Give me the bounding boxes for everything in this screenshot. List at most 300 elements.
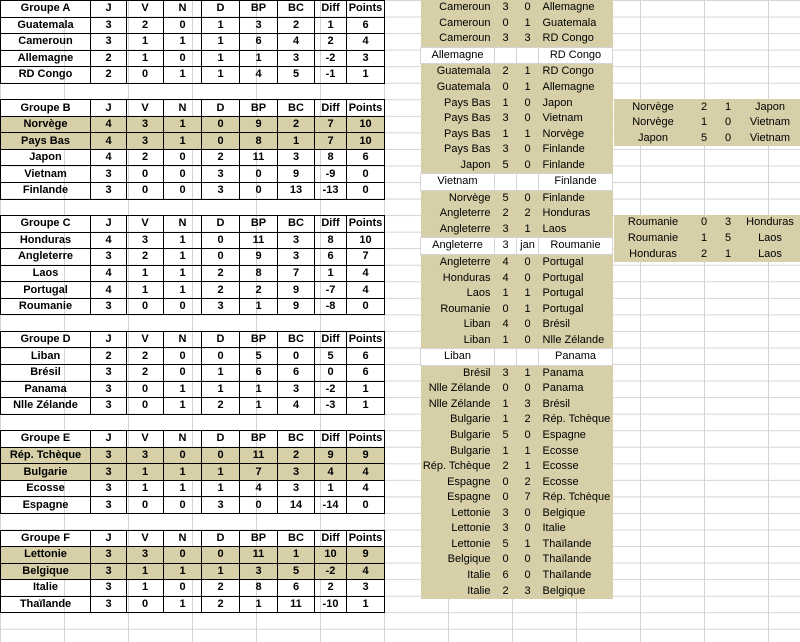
stat-cell: 1 (240, 596, 278, 613)
stat-cell: 8 (240, 580, 278, 597)
stat-cell: 10 (347, 116, 385, 133)
stat-cell: 0 (347, 298, 385, 315)
away-score: 0 (517, 111, 539, 127)
stat-cell: 7 (315, 133, 347, 150)
column-header: J (91, 1, 127, 18)
away-score: 0 (517, 142, 539, 158)
stat-cell: 2 (127, 149, 164, 166)
stat-cell: -3 (315, 398, 347, 415)
away-score: 1 (517, 286, 539, 302)
stat-cell: 3 (127, 232, 164, 249)
stat-cell: 1 (164, 34, 202, 51)
away-team: Laos (740, 231, 800, 247)
stat-cell: 8 (315, 232, 347, 249)
home-team: Norvège (614, 115, 692, 131)
column-header: N (164, 1, 202, 18)
stat-cell: 11 (240, 149, 278, 166)
team-row (1, 381, 385, 398)
stat-cell: 1 (347, 596, 385, 613)
stat-cell: -7 (315, 282, 347, 299)
away-score: 3 (517, 31, 539, 47)
home-team: Angleterre (421, 222, 495, 238)
stat-cell: 4 (91, 232, 127, 249)
away-team: Laos (740, 246, 800, 262)
away-team: Nlle Zélande (539, 332, 613, 348)
stat-cell: 3 (240, 563, 278, 580)
group-name: Groupe C (1, 216, 91, 233)
home-team: Bulgarie (421, 443, 495, 459)
group-name: Groupe B (1, 100, 91, 117)
column-header: BP (240, 1, 278, 18)
stat-cell: 8 (315, 149, 347, 166)
away-team: Brésil (539, 317, 613, 333)
match-row (421, 238, 613, 255)
stat-cell: 2 (91, 67, 127, 84)
team-name: Japon (1, 149, 91, 166)
stat-cell: 2 (127, 249, 164, 266)
stat-cell: 8 (240, 265, 278, 282)
away-team: Japon (740, 99, 800, 115)
home-team: Nlle Zélande (421, 381, 495, 397)
team-name: Vietnam (1, 166, 91, 183)
stat-cell: 0 (202, 547, 240, 564)
home-team: Angleterre (421, 206, 495, 222)
stat-cell: 0 (202, 232, 240, 249)
home-score: 0 (495, 16, 517, 32)
away-score: 1 (517, 537, 539, 553)
stat-cell: 1 (315, 265, 347, 282)
stat-cell: 4 (347, 265, 385, 282)
away-team: Panama (539, 349, 613, 366)
stat-cell: 0 (164, 547, 202, 564)
team-name: Panama (1, 381, 91, 398)
stat-cell: 2 (127, 17, 164, 34)
column-header: D (202, 216, 240, 233)
stat-cell: 5 (278, 563, 315, 580)
stat-cell: -13 (315, 183, 347, 200)
stat-cell: 1 (164, 67, 202, 84)
team-row (1, 232, 385, 249)
team-name: Laos (1, 265, 91, 282)
away-team: Panama (539, 365, 613, 381)
home-score: 3 (495, 365, 517, 381)
match-row (421, 349, 613, 366)
team-name: Espagne (1, 497, 91, 514)
home-score: 0 (495, 301, 517, 317)
column-header: N (164, 216, 202, 233)
column-header: BP (240, 431, 278, 448)
stat-cell: 4 (315, 464, 347, 481)
away-score: 5 (716, 231, 740, 247)
match-row (421, 412, 613, 428)
stat-cell: 0 (164, 348, 202, 365)
stat-cell: 0 (202, 116, 240, 133)
stat-cell: 0 (240, 166, 278, 183)
stat-cell: 11 (278, 596, 315, 613)
column-header: Diff (315, 100, 347, 117)
stat-cell: 7 (347, 249, 385, 266)
home-team: Angleterre (421, 254, 495, 270)
column-header: J (91, 216, 127, 233)
stat-cell: 3 (127, 116, 164, 133)
column-header: Points (347, 530, 385, 547)
stat-cell: 0 (127, 298, 164, 315)
stat-cell: 3 (278, 464, 315, 481)
away-team: Allemagne (539, 0, 613, 16)
team-row (1, 34, 385, 51)
match-row (421, 332, 613, 348)
away-team: Vietnam (740, 130, 800, 146)
home-score: 0 (692, 215, 716, 231)
home-team: Espagne (421, 490, 495, 506)
column-header: BP (240, 530, 278, 547)
home-team: Pays Bas (421, 142, 495, 158)
match-row (421, 31, 613, 47)
home-score: 2 (495, 583, 517, 599)
stat-cell: 0 (202, 348, 240, 365)
column-header: BP (240, 100, 278, 117)
home-score: 3 (495, 521, 517, 537)
away-team: Vietnam (539, 111, 613, 127)
match-row (421, 0, 613, 16)
team-row (1, 596, 385, 613)
home-score: 1 (495, 286, 517, 302)
stat-cell: 3 (91, 381, 127, 398)
away-team: Panama (539, 381, 613, 397)
team-name: Honduras (1, 232, 91, 249)
stat-cell: 4 (347, 480, 385, 497)
stat-cell: 1 (164, 381, 202, 398)
column-header: D (202, 431, 240, 448)
stat-cell: 1 (164, 563, 202, 580)
stat-cell: 4 (91, 149, 127, 166)
stat-cell: 0 (164, 365, 202, 382)
stat-cell: 9 (347, 547, 385, 564)
team-row (1, 464, 385, 481)
match-row (421, 126, 613, 142)
stat-cell: 6 (347, 348, 385, 365)
match-row (421, 397, 613, 413)
match-row (421, 583, 613, 599)
stat-cell: 2 (315, 34, 347, 51)
stat-cell: 1 (127, 480, 164, 497)
stat-cell: 10 (315, 547, 347, 564)
column-header: Diff (315, 431, 347, 448)
team-row (1, 398, 385, 415)
home-team: Guatemala (421, 80, 495, 96)
away-team: Norvège (539, 126, 613, 142)
stat-cell: 1 (202, 34, 240, 51)
stat-cell: 3 (278, 381, 315, 398)
stat-cell: 0 (278, 348, 315, 365)
team-name: Brésil (1, 365, 91, 382)
stat-cell: 5 (278, 67, 315, 84)
team-row (1, 133, 385, 150)
away-score: 1 (517, 80, 539, 96)
away-team: Laos (539, 222, 613, 238)
stat-cell: 3 (91, 365, 127, 382)
group-header-row (1, 216, 385, 233)
column-header: BC (278, 1, 315, 18)
stat-cell: 1 (127, 464, 164, 481)
match-row (614, 215, 800, 231)
stat-cell: 4 (91, 282, 127, 299)
stat-cell: 6 (240, 34, 278, 51)
away-score: 1 (517, 222, 539, 238)
stat-cell: -14 (315, 497, 347, 514)
stat-cell: 0 (164, 580, 202, 597)
stat-cell: 1 (127, 265, 164, 282)
home-team: Liban (421, 317, 495, 333)
stat-cell: 1 (164, 133, 202, 150)
stat-cell: 0 (164, 17, 202, 34)
home-team: Lettonie (421, 537, 495, 553)
match-row (421, 157, 613, 173)
team-name: RD Congo (1, 67, 91, 84)
match-row (421, 365, 613, 381)
stat-cell: 0 (164, 298, 202, 315)
home-score: 3 (495, 238, 517, 255)
column-header: J (91, 100, 127, 117)
stat-cell: 1 (315, 17, 347, 34)
home-score (495, 47, 517, 64)
home-team: Lettonie (421, 506, 495, 522)
away-score (517, 47, 539, 64)
stat-cell: 2 (202, 265, 240, 282)
home-score: 5 (495, 537, 517, 553)
stat-cell: 0 (202, 249, 240, 266)
team-row (1, 183, 385, 200)
column-header: Diff (315, 216, 347, 233)
column-header: D (202, 100, 240, 117)
home-team: Italie (421, 568, 495, 584)
stat-cell: 2 (127, 365, 164, 382)
home-team: Pays Bas (421, 126, 495, 142)
home-team: Cameroun (421, 16, 495, 32)
stat-cell: 0 (347, 497, 385, 514)
stat-cell: 4 (347, 563, 385, 580)
home-team: Angleterre (421, 238, 495, 255)
stat-cell: 13 (278, 183, 315, 200)
away-score: 1 (517, 443, 539, 459)
results-table (420, 0, 613, 599)
stat-cell: 4 (91, 265, 127, 282)
stat-cell: 2 (127, 348, 164, 365)
home-score: 1 (495, 95, 517, 111)
stat-cell: 3 (347, 50, 385, 67)
match-row (614, 246, 800, 262)
team-name: Bulgarie (1, 464, 91, 481)
away-score: 0 (517, 317, 539, 333)
home-score: 3 (495, 222, 517, 238)
stat-cell: 2 (202, 596, 240, 613)
stat-cell: 1 (164, 480, 202, 497)
home-score: 1 (495, 126, 517, 142)
column-header: J (91, 431, 127, 448)
match-row (421, 459, 613, 475)
home-team: Japon (614, 130, 692, 146)
away-team: Thaïlande (539, 552, 613, 568)
stat-cell: 0 (347, 166, 385, 183)
stat-cell: 0 (164, 50, 202, 67)
stat-cell: 3 (127, 133, 164, 150)
stat-cell: 2 (240, 282, 278, 299)
away-team: Finlande (539, 157, 613, 173)
match-row (421, 47, 613, 64)
team-name: Angleterre (1, 249, 91, 266)
away-team: Honduras (740, 215, 800, 231)
group-spacer (1, 199, 385, 216)
stat-cell: 1 (278, 547, 315, 564)
column-header: V (127, 431, 164, 448)
stat-cell: -2 (315, 563, 347, 580)
stat-cell: 4 (347, 34, 385, 51)
stat-cell: 2 (91, 348, 127, 365)
stat-cell: 0 (127, 166, 164, 183)
stat-cell: 0 (127, 67, 164, 84)
stat-cell: 11 (240, 447, 278, 464)
stat-cell: 3 (91, 183, 127, 200)
match-row (421, 301, 613, 317)
match-row (421, 64, 613, 80)
stat-cell: 3 (91, 497, 127, 514)
stat-cell: 1 (164, 596, 202, 613)
away-score: 0 (517, 521, 539, 537)
column-header: N (164, 331, 202, 348)
away-score: 1 (517, 64, 539, 80)
stat-cell: 3 (278, 480, 315, 497)
stat-cell: 5 (315, 348, 347, 365)
team-row (1, 348, 385, 365)
stat-cell: 0 (164, 447, 202, 464)
stat-cell: 3 (91, 447, 127, 464)
team-name: Pays Bas (1, 133, 91, 150)
stat-cell: -2 (315, 50, 347, 67)
stat-cell: 7 (278, 265, 315, 282)
stat-cell: 2 (278, 447, 315, 464)
away-score: 1 (517, 301, 539, 317)
match-row (421, 286, 613, 302)
stat-cell: 9 (347, 447, 385, 464)
team-row (1, 249, 385, 266)
home-score: 3 (495, 0, 517, 16)
home-score: 3 (495, 111, 517, 127)
stat-cell: 9 (240, 116, 278, 133)
stat-cell: 3 (91, 547, 127, 564)
stat-cell: 1 (347, 398, 385, 415)
home-team: Vietnam (421, 174, 495, 191)
home-score: 5 (495, 428, 517, 444)
away-team: Honduras (539, 206, 613, 222)
stat-cell: 3 (91, 596, 127, 613)
away-score: 0 (517, 381, 539, 397)
home-score (495, 174, 517, 191)
stat-cell: 7 (240, 464, 278, 481)
column-header: V (127, 100, 164, 117)
match-row (421, 552, 613, 568)
stat-cell: 4 (240, 480, 278, 497)
stat-cell: 3 (91, 34, 127, 51)
home-score: 1 (692, 231, 716, 247)
home-score: 4 (495, 317, 517, 333)
stat-cell: 3 (91, 398, 127, 415)
home-score: 0 (495, 474, 517, 490)
column-header: BC (278, 530, 315, 547)
team-row (1, 547, 385, 564)
stat-cell: 1 (240, 398, 278, 415)
match-row (421, 443, 613, 459)
team-name: Rép. Tchèque (1, 447, 91, 464)
extra-results-group-c (614, 215, 800, 262)
column-header: D (202, 1, 240, 18)
team-row (1, 480, 385, 497)
away-score: 0 (517, 190, 539, 206)
home-score: 1 (495, 397, 517, 413)
group-spacer (1, 83, 385, 100)
away-score: 1 (517, 365, 539, 381)
away-score: 0 (716, 115, 740, 131)
column-header: Points (347, 216, 385, 233)
team-row (1, 149, 385, 166)
team-name: Roumanie (1, 298, 91, 315)
match-row (614, 130, 800, 146)
away-score: jan (517, 238, 539, 255)
stat-cell: 3 (347, 580, 385, 597)
stat-cell: 6 (347, 149, 385, 166)
stat-cell: 9 (278, 298, 315, 315)
team-row (1, 166, 385, 183)
match-row (421, 506, 613, 522)
stat-cell: 2 (278, 17, 315, 34)
group-header-row (1, 331, 385, 348)
column-header: N (164, 530, 202, 547)
team-row (1, 50, 385, 67)
stat-cell: 1 (164, 116, 202, 133)
away-team: Ecosse (539, 474, 613, 490)
home-score: 1 (692, 115, 716, 131)
match-row (614, 231, 800, 247)
stat-cell: -2 (315, 381, 347, 398)
home-score: 2 (495, 459, 517, 475)
column-header: V (127, 331, 164, 348)
home-team: Cameroun (421, 31, 495, 47)
away-score: 1 (716, 99, 740, 115)
group-header-row (1, 100, 385, 117)
home-score: 4 (495, 270, 517, 286)
stat-cell: 1 (240, 298, 278, 315)
stat-cell: 9 (278, 282, 315, 299)
home-team: Honduras (421, 270, 495, 286)
stat-cell: 2 (202, 580, 240, 597)
group-spacer (1, 513, 385, 530)
stat-cell: 0 (240, 183, 278, 200)
away-team: RD Congo (539, 31, 613, 47)
away-team: Portugal (539, 286, 613, 302)
stat-cell: 1 (278, 133, 315, 150)
home-score: 2 (495, 64, 517, 80)
stat-cell: 4 (240, 67, 278, 84)
stat-cell: 3 (202, 298, 240, 315)
column-header: Points (347, 1, 385, 18)
stat-cell: 3 (240, 17, 278, 34)
stat-cell: 4 (347, 464, 385, 481)
column-header: Points (347, 331, 385, 348)
away-team: Allemagne (539, 80, 613, 96)
away-team: Finlande (539, 174, 613, 191)
stat-cell: 0 (202, 447, 240, 464)
home-score (495, 349, 517, 366)
stat-cell: 2 (202, 282, 240, 299)
